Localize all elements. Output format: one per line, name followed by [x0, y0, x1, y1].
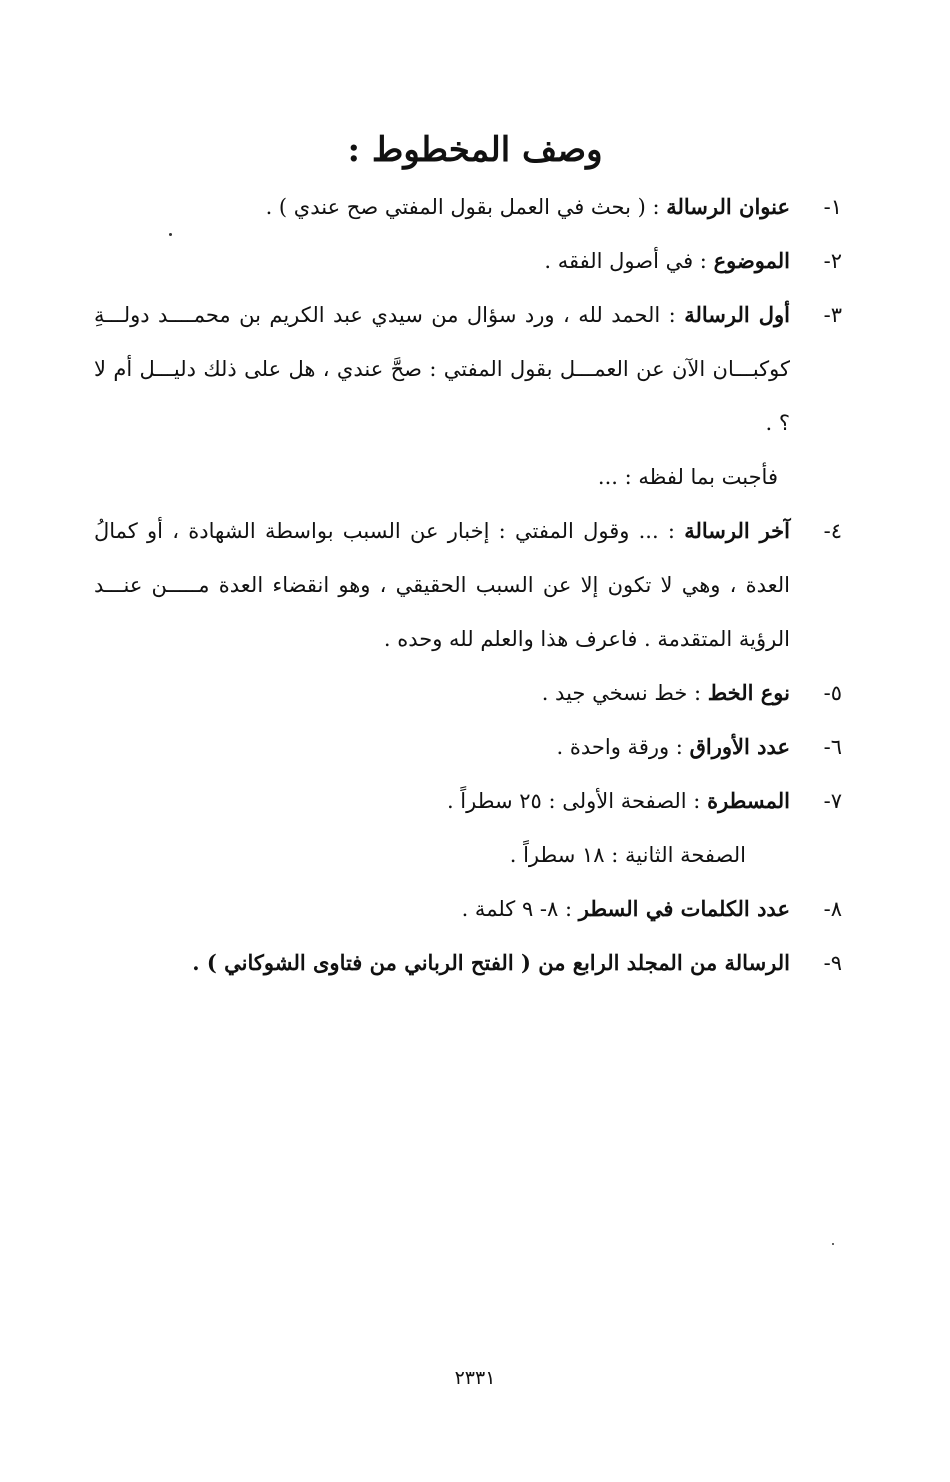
item-number: ١-: [823, 195, 842, 219]
description-list: [94, 180, 854, 990]
item-label: الرسالة من المجلد الرابع من ( الفتح الرباني من فتاوى الشوكاني ) .: [192, 950, 790, 975]
continuation-line: فأجبت بما لفظه : ...: [597, 465, 778, 489]
item-label: عدد الأوراق: [689, 734, 790, 759]
item-body: [94, 666, 790, 720]
sub-line: الصفحة الثانية : ١٨ سطراً .: [509, 843, 746, 867]
item-label: آخر الرسالة: [684, 518, 790, 543]
list-item-leaves: [94, 720, 854, 774]
item-body: [94, 234, 790, 288]
list-item-title: [94, 180, 854, 234]
item-body: [94, 774, 790, 828]
item-text: : ٨- ٩ كلمة .: [461, 897, 579, 921]
item-number: ٤-: [823, 519, 842, 543]
item-text: : ... وقول المفتي : إخبار عن السبب بواسطة الشهادة ، أو كمالُ العدة ، وهي لا تكون إلا عن السبب الحقيقي ، وهو انقضاء العدة مـــــن عنـــد الرؤية المتقدمة . فاعرف هذا والعلم لله وحده .: [94, 519, 791, 651]
page-number: ٢٣٣١: [454, 1367, 496, 1389]
item-label: الموضوع: [713, 248, 790, 273]
list-item-lines: [94, 774, 854, 828]
item-label: نوع الخط: [707, 680, 790, 705]
item-number: ٩-: [823, 951, 842, 975]
list-item-beginning: [94, 288, 854, 450]
item-text: : ورقة واحدة .: [556, 735, 690, 759]
item-label: المسطرة: [707, 788, 790, 813]
item-body: [94, 180, 790, 234]
list-item-script-type: [94, 666, 854, 720]
item-text: : ( بحث في العمل بقول المفتي صح عندي ) .: [265, 195, 667, 219]
item-number: ٢-: [823, 249, 842, 273]
list-item-source: [94, 936, 854, 990]
item-body: [94, 882, 790, 936]
list-item-subject: [94, 234, 854, 288]
item-number: ٦-: [823, 735, 842, 759]
item-label: عدد الكلمات في السطر: [578, 896, 790, 921]
item-body: [94, 504, 790, 666]
page-title: وصف المخطوط :: [347, 130, 603, 170]
item-label: أول الرسالة: [684, 302, 790, 327]
item-body: [94, 720, 790, 774]
scan-speck: [169, 233, 172, 236]
list-item-words: [94, 882, 854, 936]
item-number: ٧-: [823, 789, 842, 813]
item-label: عنوان الرسالة: [666, 194, 790, 219]
scan-speck: [832, 1243, 834, 1245]
item-body: [94, 936, 790, 990]
item-text: : الصفحة الأولى : ٢٥ سطراً .: [446, 789, 708, 813]
item-text: : خط نسخي جيد .: [541, 681, 708, 705]
item-text: : الحمد لله ، ورد سؤال من سيدي عبد الكريم بن محمــــد دولـــةِ كوكبـــان الآن عن العمـــل بقول المفتي : صحَّ عندي ، هل على ذلك دليـــل أم لا ؟ .: [94, 303, 790, 435]
item-body: [94, 288, 790, 450]
item-text: : في أصول الفقه .: [544, 249, 714, 273]
item-number: ٣-: [823, 303, 842, 327]
item-number: ٥-: [823, 681, 842, 705]
list-item-ending: [94, 504, 854, 666]
item-number: ٨-: [823, 897, 842, 921]
